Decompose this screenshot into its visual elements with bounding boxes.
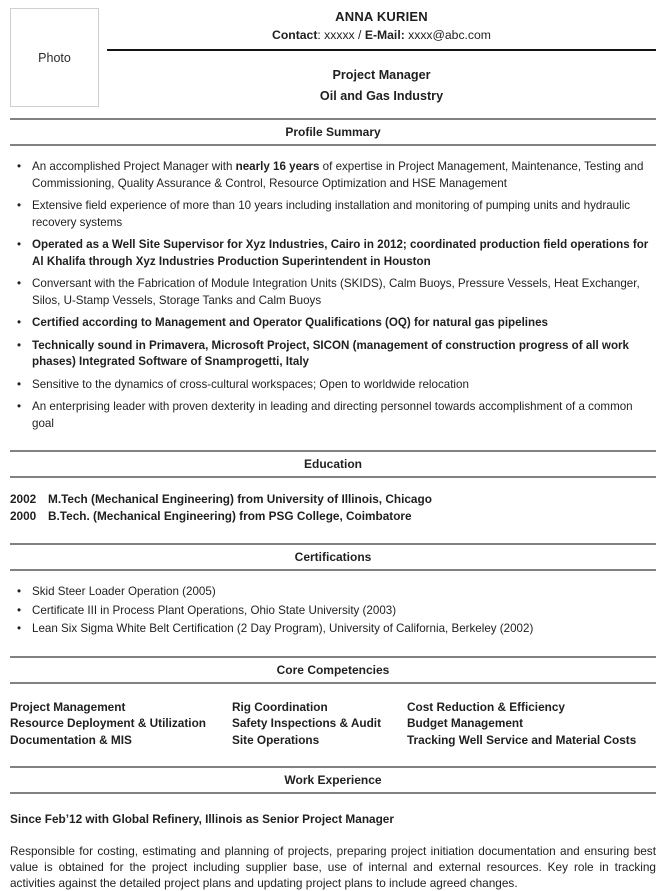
- profile-summary-list: [10, 159, 656, 432]
- section-heading-education: [10, 450, 656, 478]
- competency: Safety Inspections & Audit: [232, 716, 382, 730]
- bullet-item: • Certificate III in Process Plant Operations, Ohio State University (2003): [10, 603, 656, 620]
- bullet-item: • Lean Six Sigma White Belt Certification (2 Day Program), University of California, Berkeley (2002): [10, 621, 656, 638]
- education-year: 2000: [10, 509, 37, 523]
- photo-label: Photo: [38, 50, 71, 65]
- education-row: [10, 491, 656, 508]
- section-heading-profile-summary: [10, 118, 656, 146]
- certifications-list: [10, 584, 656, 638]
- resume-header: [10, 8, 656, 107]
- competency: Rig Coordination: [232, 699, 328, 714]
- role-description: Responsible for costing, estimating and planning of projects, preparing project initiation documentation and ensuring best value is obtained for the project including supplier base, use of internal and external resources. Key role in tracking activities against the detailed project plans and updating project plans to include agreed changes.: [10, 844, 656, 890]
- competency: Resource Deployment & Utilization: [10, 716, 206, 730]
- education-year: 2002: [10, 492, 37, 506]
- candidate-name: ANNA KURIEN: [335, 9, 428, 24]
- bullet-item: • Sensitive to the dynamics of cross-cultural workspaces; Open to worldwide relocation: [10, 377, 656, 394]
- education-list: [10, 491, 656, 525]
- contact-line: Contact: xxxxx / E-Mail: xxxx@abc.com: [107, 28, 656, 51]
- job-industry: Oil and Gas Industry: [319, 89, 444, 103]
- section-title: Profile Summary: [285, 125, 381, 139]
- job-title: Project Manager: [332, 68, 431, 82]
- competency-column: [407, 699, 656, 749]
- section-title: Core Competencies: [276, 662, 390, 677]
- competency-column: [232, 699, 407, 749]
- education-row: [10, 508, 656, 525]
- section-title: Certifications: [294, 550, 372, 564]
- bullet-item: • Operated as a Well Site Supervisor for Xyz Industries, Cairo in 2012; coordinated production field operations for Al Khalifa through Xyz Industries Production Superintendent in Houston: [10, 237, 656, 270]
- current-role: Since Feb’12 with Global Refinery, Illinois as Senior Project Manager: [10, 812, 394, 826]
- section-heading-core-competencies: [10, 656, 656, 684]
- bullet-item: • Conversant with the Fabrication of Module Integration Units (SKIDS), Calm Buoys, Pressure Vessels, Heat Exchanger, Silos, U-Stamp Vessels, Storage Tanks and Calm Buoys: [10, 276, 656, 309]
- section-title: Work Experience: [284, 773, 382, 787]
- education-detail: M.Tech (Mechanical Engineering) from University of Illinois, Chicago: [48, 492, 432, 506]
- bullet-item: • An enterprising leader with proven dexterity in leading and directing personnel towards accomplishment of a common goal: [10, 399, 656, 432]
- competency: Tracking Well Service and Material Costs: [407, 732, 637, 747]
- section-heading-work-experience: [10, 766, 656, 794]
- competency: Documentation & MIS: [10, 732, 132, 747]
- bullet-item: • Certified according to Management and Operator Qualifications (OQ) for natural gas pipelines: [10, 315, 656, 332]
- bullet-item: • Extensive field experience of more than 10 years including installation and monitoring of pumping units and hydraulic recovery systems: [10, 198, 656, 231]
- core-competencies-grid: [10, 699, 656, 749]
- competency: Site Operations: [232, 732, 320, 747]
- competency: Cost Reduction & Efficiency: [407, 699, 565, 714]
- bullet-item: • Skid Steer Loader Operation (2005): [10, 584, 656, 601]
- competency: Project Management: [10, 699, 126, 714]
- bullet-item: • Technically sound in Primavera, Microsoft Project, SICON (management of construction progress of all work phases) Integrated Software of Snamprogetti, Italy: [10, 338, 656, 371]
- photo-placeholder: [10, 8, 99, 107]
- competency: Budget Management: [407, 716, 524, 730]
- competency-column: [10, 699, 232, 749]
- section-title: Education: [303, 457, 362, 471]
- education-detail: B.Tech. (Mechanical Engineering) from PSG College, Coimbatore: [48, 509, 412, 523]
- section-heading-certifications: [10, 543, 656, 571]
- header-right: [107, 8, 656, 104]
- bullet-item: • An accomplished Project Manager with nearly 16 years of expertise in Project Management, Maintenance, Testing and Commissioning, Quality Assurance & Control, Resource Optimization and HSE Management: [10, 159, 656, 192]
